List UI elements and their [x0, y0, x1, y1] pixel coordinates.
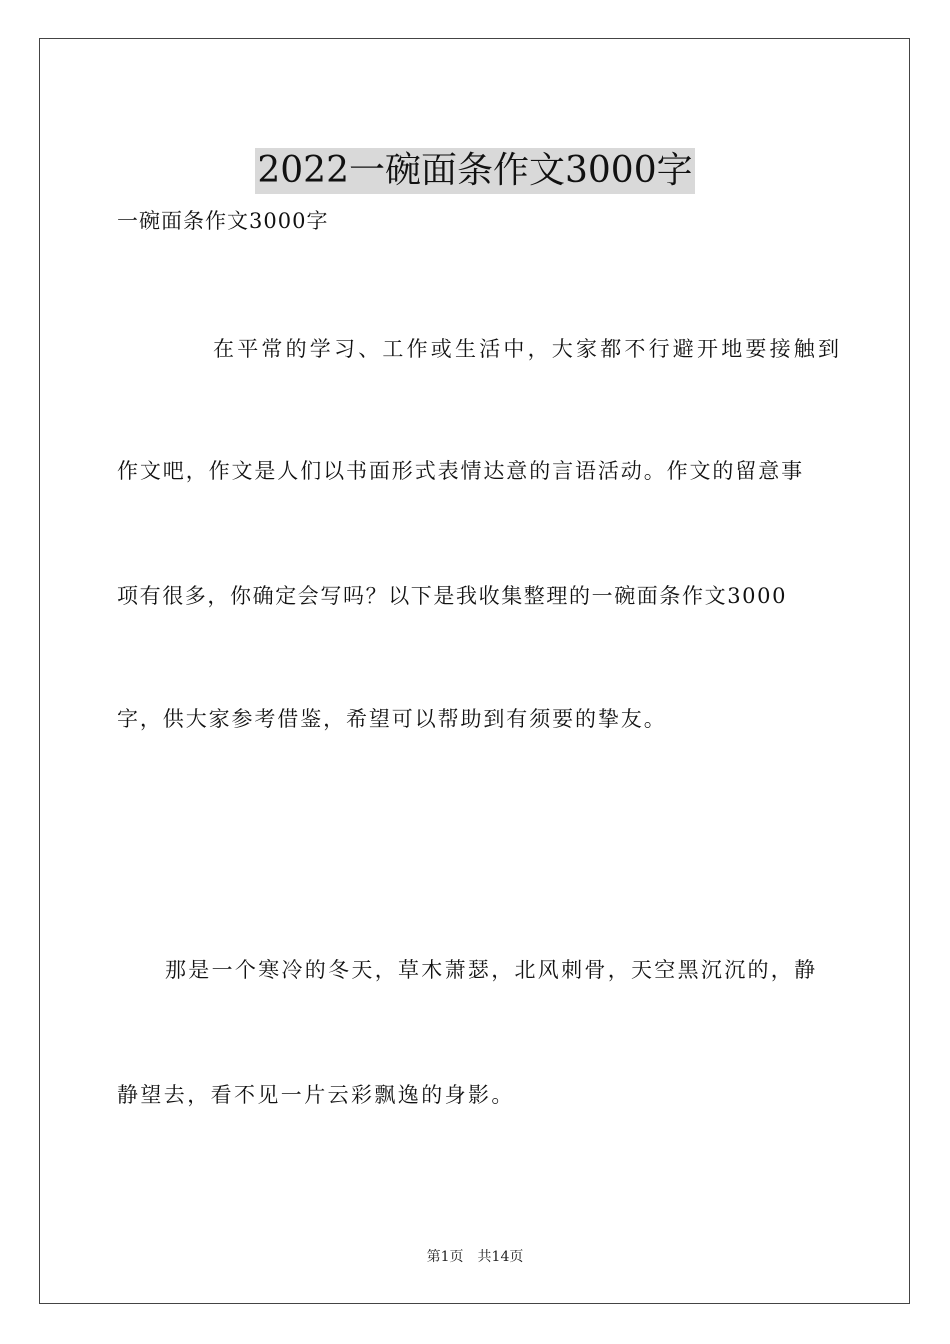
title-container	[0, 124, 950, 218]
paragraph-line: 作文吧，作文是人们以书面形式表情达意的言语活动。作文的留意事	[117, 459, 804, 483]
paragraph-line: 在平常的学习、工作或生活中，大家都不行避开地要接触到	[213, 337, 843, 361]
page-number: 第1页	[426, 1249, 464, 1265]
paragraph-line: 项有很多，你确定会写吗？以下是我收集整理的一碗面条作文3000	[117, 584, 788, 608]
paragraph-line: 字，供大家参考借鉴，希望可以帮助到有须要的挚友。	[117, 707, 667, 731]
document-title: 2022一碗面条作文3000字	[255, 148, 694, 194]
document-subtitle: 一碗面条作文3000字	[117, 209, 329, 233]
page-footer	[0, 1247, 950, 1267]
page-total: 共14页	[477, 1249, 524, 1265]
paragraph-line: 静望去，看不见一片云彩飘逸的身影。	[117, 1083, 515, 1107]
paragraph-line: 那是一个寒冷的冬天，草木萧瑟，北风刺骨，天空黑沉沉的，静	[165, 958, 818, 982]
